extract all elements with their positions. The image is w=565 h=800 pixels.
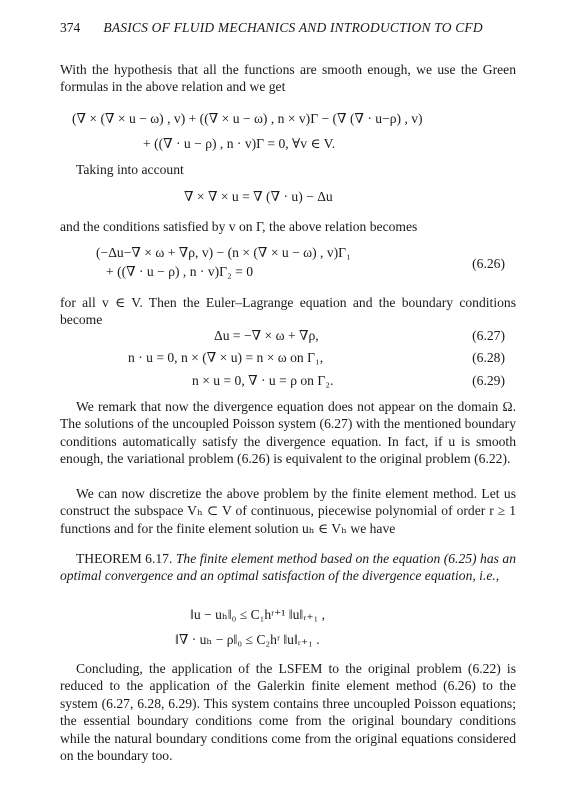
estimate-divergence-error: ‖∇ · uₕ − ρ‖₀ ≤ C₂hʳ ‖u‖ᵣ₊₁ . bbox=[175, 632, 320, 647]
equation-6-28: n · u = 0, n × (∇ × u) = n × ω on Γ₁, bbox=[128, 350, 324, 365]
paragraph-conclusion: Concluding, the application of the LSFEM to the original problem (6.22) is reduced to the application of the Galerkin finite element method (6.26) to the system (6.27, 6.28, 6.29). This system contains three uncoupled Poisson equations; the essential boundary conditions come from the original boundary conditions while the natural boundary conditions come from the original equations considered on the boundary too. bbox=[60, 661, 516, 764]
equation-number-6-27: (6.27) bbox=[472, 328, 505, 343]
equation-green-line1: (∇ × (∇ × u − ω) , v) + ((∇ × u − ω) , n × v)Γ − (∇ (∇ · u−ρ) , v) bbox=[72, 111, 423, 126]
equation-number-6-26: (6.26) bbox=[472, 256, 505, 271]
paragraph-discretization: We can now discretize the above problem by the finite element method. Let us construct the subspace Vₕ ⊂ V of continuous, piecewise polynomial of order r ≥ 1 functions and for the finite element solution uₕ ∈ Vₕ we have bbox=[60, 486, 516, 536]
theorem-6-17 bbox=[60, 550, 516, 585]
running-title: BASICS OF FLUID MECHANICS AND INTRODUCTION TO CFD bbox=[103, 20, 483, 35]
equation-number-6-29: (6.29) bbox=[472, 373, 505, 388]
paragraph-conditions: and the conditions satisfied by v on Γ, the above relation becomes bbox=[60, 219, 418, 234]
page-number: 374 bbox=[60, 20, 81, 35]
equation-number-6-28: (6.28) bbox=[472, 350, 505, 365]
theorem-statement: The finite element method based on the equation (6.25) has an optimal convergence and an optimal satisfaction of the divergence equation, i.e., bbox=[60, 551, 516, 584]
paragraph-green-formulas: With the hypothesis that all the functions are smooth enough, we use the Green formulas in the above relation and we get bbox=[60, 62, 516, 95]
paragraph-taking-into-account: Taking into account bbox=[76, 162, 184, 177]
equation-6-26-line2: + ((∇ · u − ρ) , n · v)Γ₂ = 0 bbox=[106, 264, 254, 279]
equation-6-26-line1: (−Δu−∇ × ω + ∇ρ, v) − (n × (∇ × u − ω) , v)Γ₁ bbox=[96, 245, 351, 260]
paragraph-divergence-remark: We remark that now the divergence equation does not appear on the domain Ω. The solutions of the uncoupled Poisson system (6.27) with the mentioned boundary conditions automatically satisfy the divergence equation. In fact, if u is smooth enough, the variational problem (6.26) is equivalent to the original problem (6.22). bbox=[60, 399, 516, 467]
running-header bbox=[60, 20, 520, 36]
theorem-label: THEOREM 6.17. bbox=[76, 551, 173, 566]
paragraph-euler-lagrange: for all v ∈ V. Then the Euler–Lagrange equation and the boundary conditions become bbox=[60, 295, 516, 328]
estimate-l2-error: ‖u − uₕ‖₀ ≤ C₁hʳ⁺¹ ‖u‖ᵣ₊₁ , bbox=[190, 607, 326, 622]
equation-6-27: Δu = −∇ × ω + ∇ρ, bbox=[214, 328, 319, 343]
equation-6-29: n × u = 0, ∇ · u = ρ on Γ₂. bbox=[192, 373, 334, 388]
equation-curl-curl-identity: ∇ × ∇ × u = ∇ (∇ · u) − Δu bbox=[184, 189, 333, 204]
equation-green-line2: + ((∇ · u − ρ) , n · v)Γ = 0, ∀v ∈ V. bbox=[143, 136, 336, 151]
